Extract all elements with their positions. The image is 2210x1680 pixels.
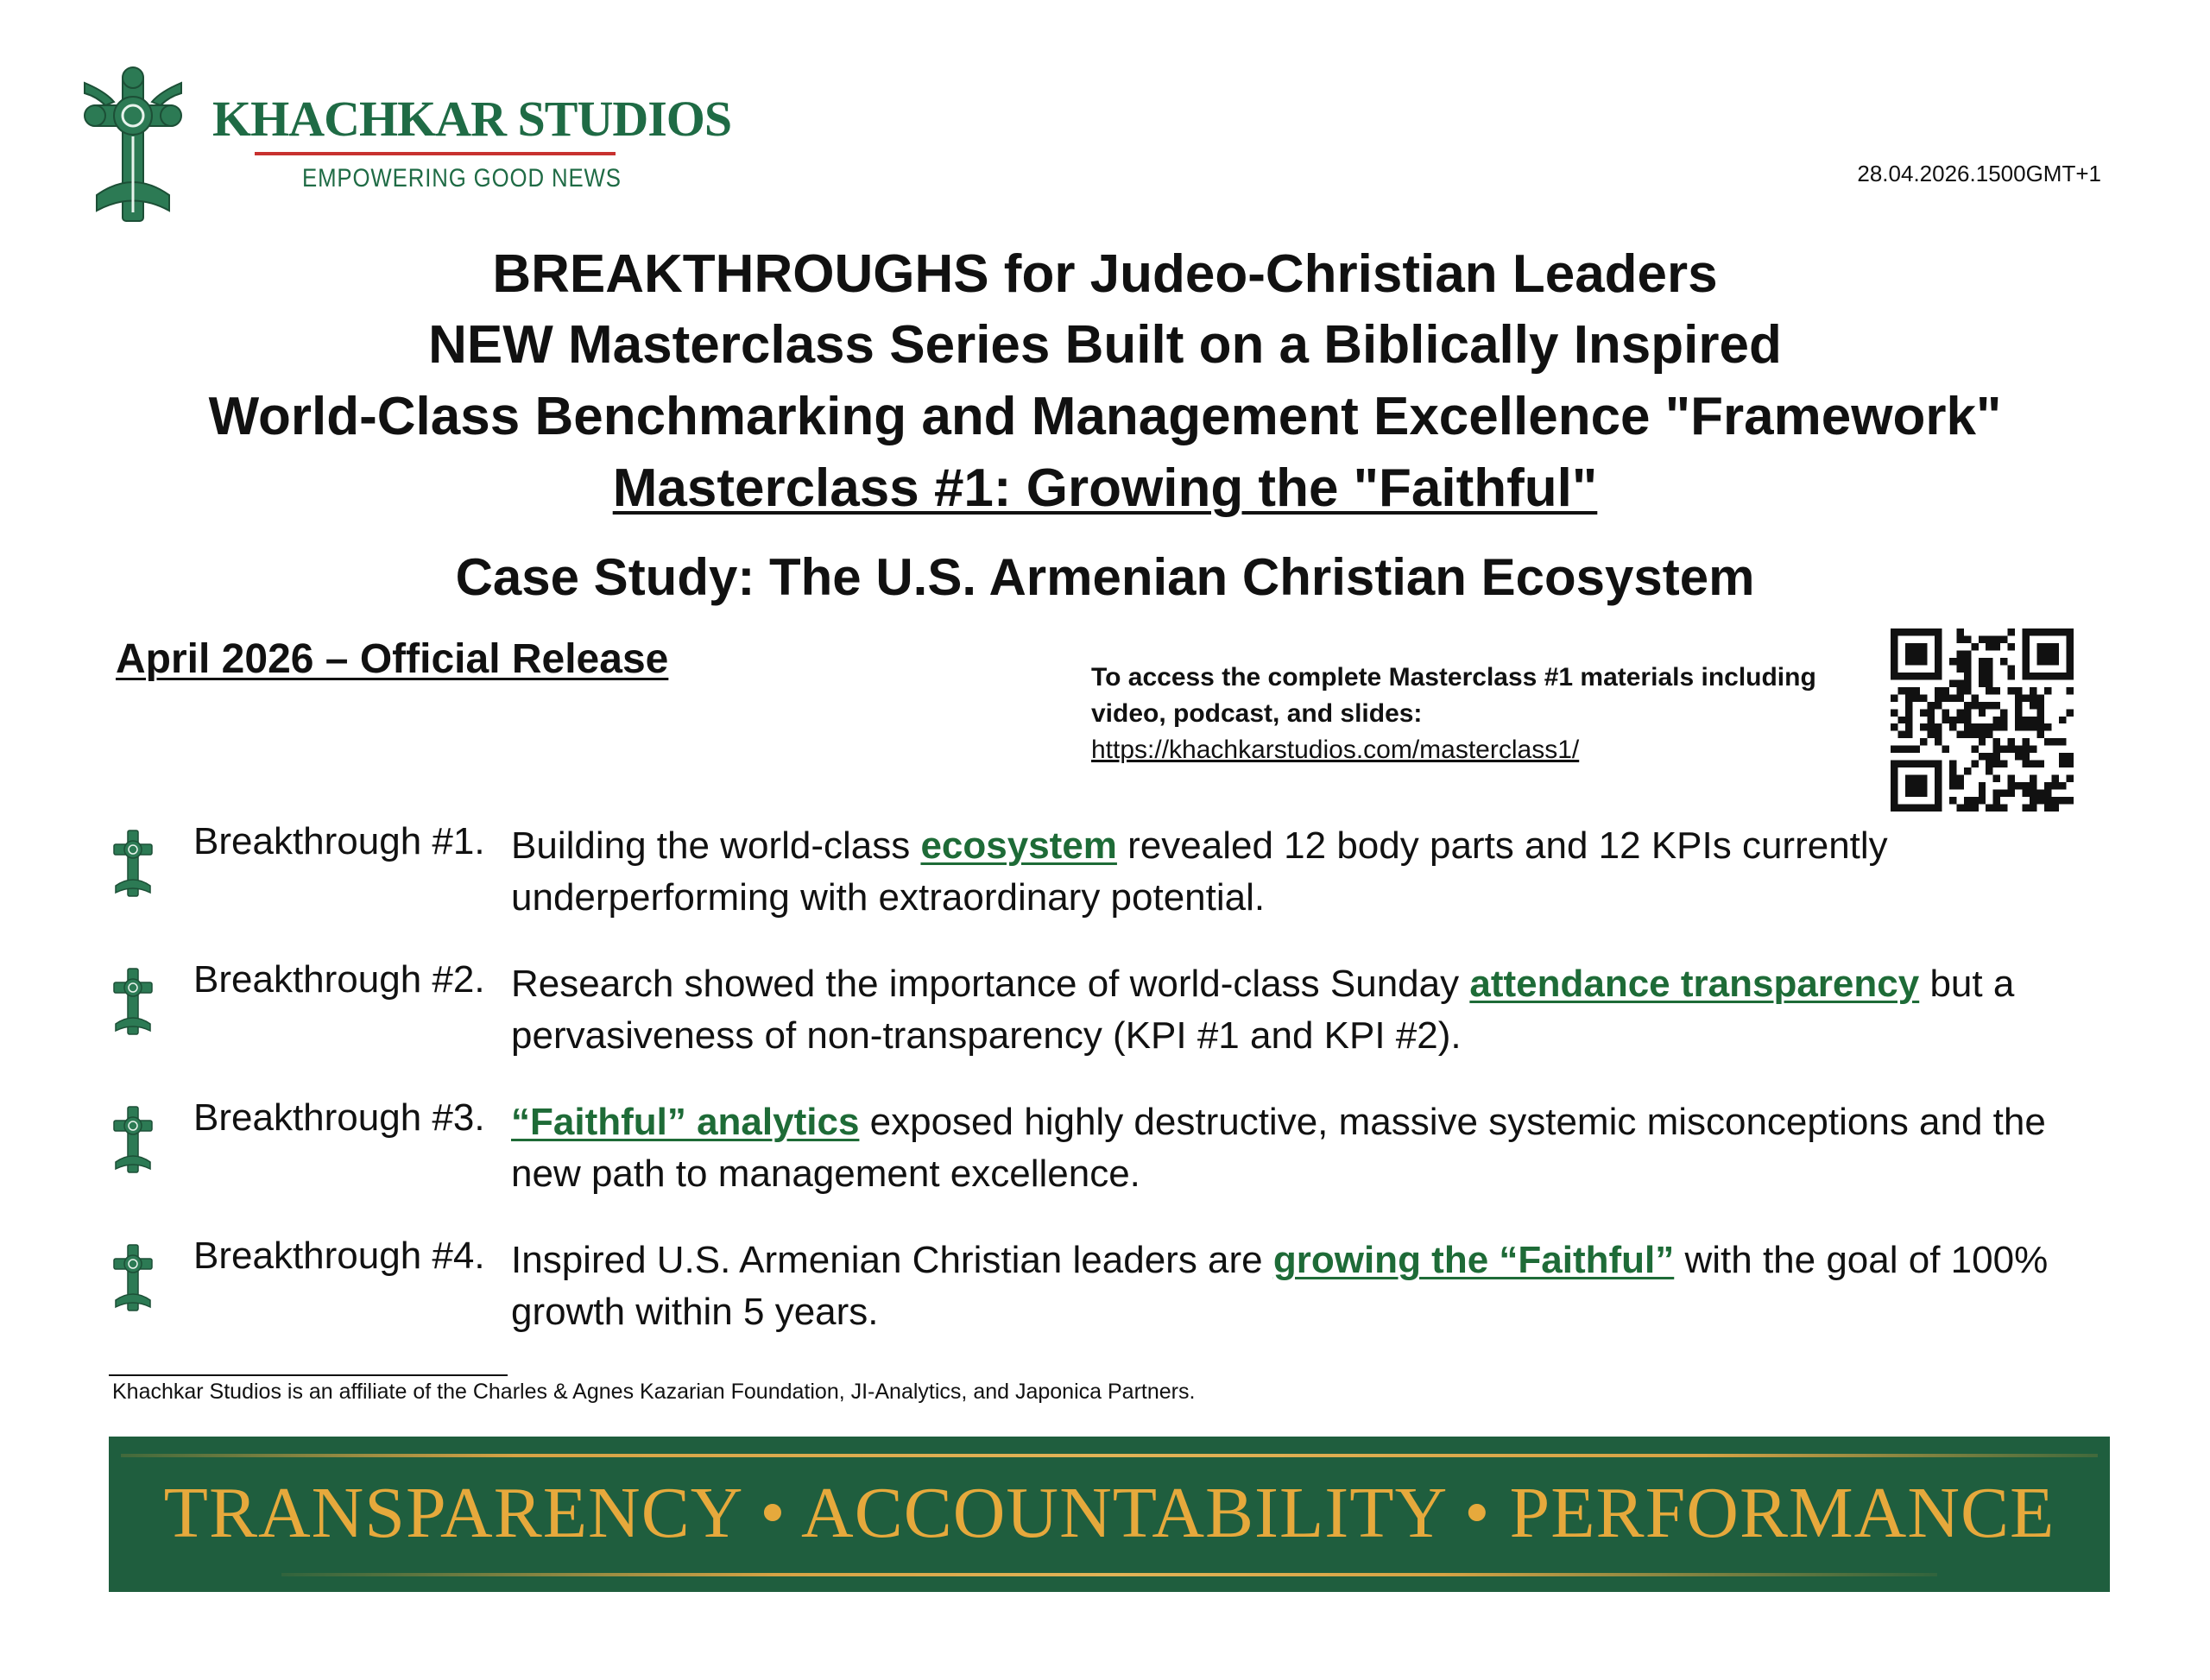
brand-underline (255, 152, 616, 155)
khachkar-cross-icon (109, 1241, 157, 1314)
breakthrough-text-after: revealed 12 body parts and 12 KPIs currently underperforming with extraordinary potential. (511, 824, 1888, 919)
breakthrough-text-after: with the goal of 100% growth within 5 years. (511, 1239, 2049, 1333)
breakthrough-label: Breakthrough #2. (193, 958, 485, 1001)
breakthrough-label: Breakthrough #4. (193, 1235, 485, 1277)
breakthrough-item (0, 820, 2210, 948)
footnote: Khachkar Studios is an affiliate of the Charles & Agnes Kazarian Foundation, JI-Analytics, and Japonica Partners. (112, 1380, 1196, 1404)
masterclass-link[interactable]: https://khachkarstudios.com/masterclass1/ (1091, 736, 1580, 764)
breakthrough-text (511, 820, 2065, 924)
banner-text: TRANSPARENCY • ACCOUNTABILITY • PERFORMANCE (163, 1473, 2055, 1553)
brand-name: KHACHKAR STUDIOS (212, 91, 732, 147)
breakthrough-highlight-link[interactable]: “Faithful” analytics (511, 1101, 860, 1143)
breakthrough-text (511, 1235, 2065, 1338)
title-line-2: NEW Masterclass Series Built on a Biblically Inspired (428, 315, 1782, 375)
khachkar-cross-icon (109, 965, 157, 1038)
breakthrough-item (0, 958, 2210, 1086)
breakthrough-text (511, 1096, 2065, 1200)
breakthrough-text-after: exposed highly destructive, massive systemic misconceptions and the new path to management excellence. (511, 1101, 2046, 1195)
breakthrough-highlight-link[interactable]: attendance transparency (1469, 963, 1920, 1005)
banner-bottom-rule (281, 1573, 1937, 1576)
breakthrough-highlight-link[interactable]: growing the “Faithful” (1272, 1239, 1675, 1281)
masterclass-title: Masterclass #1: Growing the "Faithful" (612, 458, 1598, 518)
breakthrough-text (511, 958, 2065, 1062)
title-line-1: BREAKTHROUGHS for Judeo-Christian Leaders (492, 244, 1718, 304)
breakthrough-item (0, 1096, 2210, 1224)
brand-tagline: EMPOWERING GOOD NEWS (302, 164, 622, 193)
breakthrough-label: Breakthrough #1. (193, 820, 485, 862)
qr-code-icon[interactable] (1891, 628, 2074, 812)
release-heading: April 2026 – Official Release (116, 636, 669, 682)
footnote-divider (109, 1374, 508, 1376)
khachkar-cross-icon (109, 827, 157, 900)
date-stamp: 28.04.2026.1500GMT+1 (1857, 161, 2101, 186)
access-info (1091, 660, 1885, 768)
khachkar-cross-logo-icon (79, 66, 186, 226)
breakthrough-label: Breakthrough #3. (193, 1096, 485, 1139)
access-lead-text: To access the complete Masterclass #1 materials including video, podcast, and slides: (1091, 663, 1816, 728)
title-line-3: World-Class Benchmarking and Management Excellence "Framework" (208, 387, 2002, 446)
breakthrough-item (0, 1235, 2210, 1362)
khachkar-cross-icon (109, 1103, 157, 1176)
breakthrough-highlight-link[interactable]: ecosystem (920, 824, 1117, 867)
breakthrough-text-before: Inspired U.S. Armenian Christian leaders are (511, 1239, 1273, 1281)
banner-top-rule (121, 1454, 2098, 1457)
case-study-title: Case Study: The U.S. Armenian Christian Ecosystem (455, 548, 1755, 606)
values-banner (109, 1437, 2110, 1592)
breakthrough-text-before: Building the world-class (511, 824, 921, 867)
breakthrough-text-after: but a pervasiveness of non-transparency (KPI #1 and KPI #2). (511, 963, 2015, 1057)
breakthrough-text-before: Research showed the importance of world-class Sunday (511, 963, 1470, 1005)
